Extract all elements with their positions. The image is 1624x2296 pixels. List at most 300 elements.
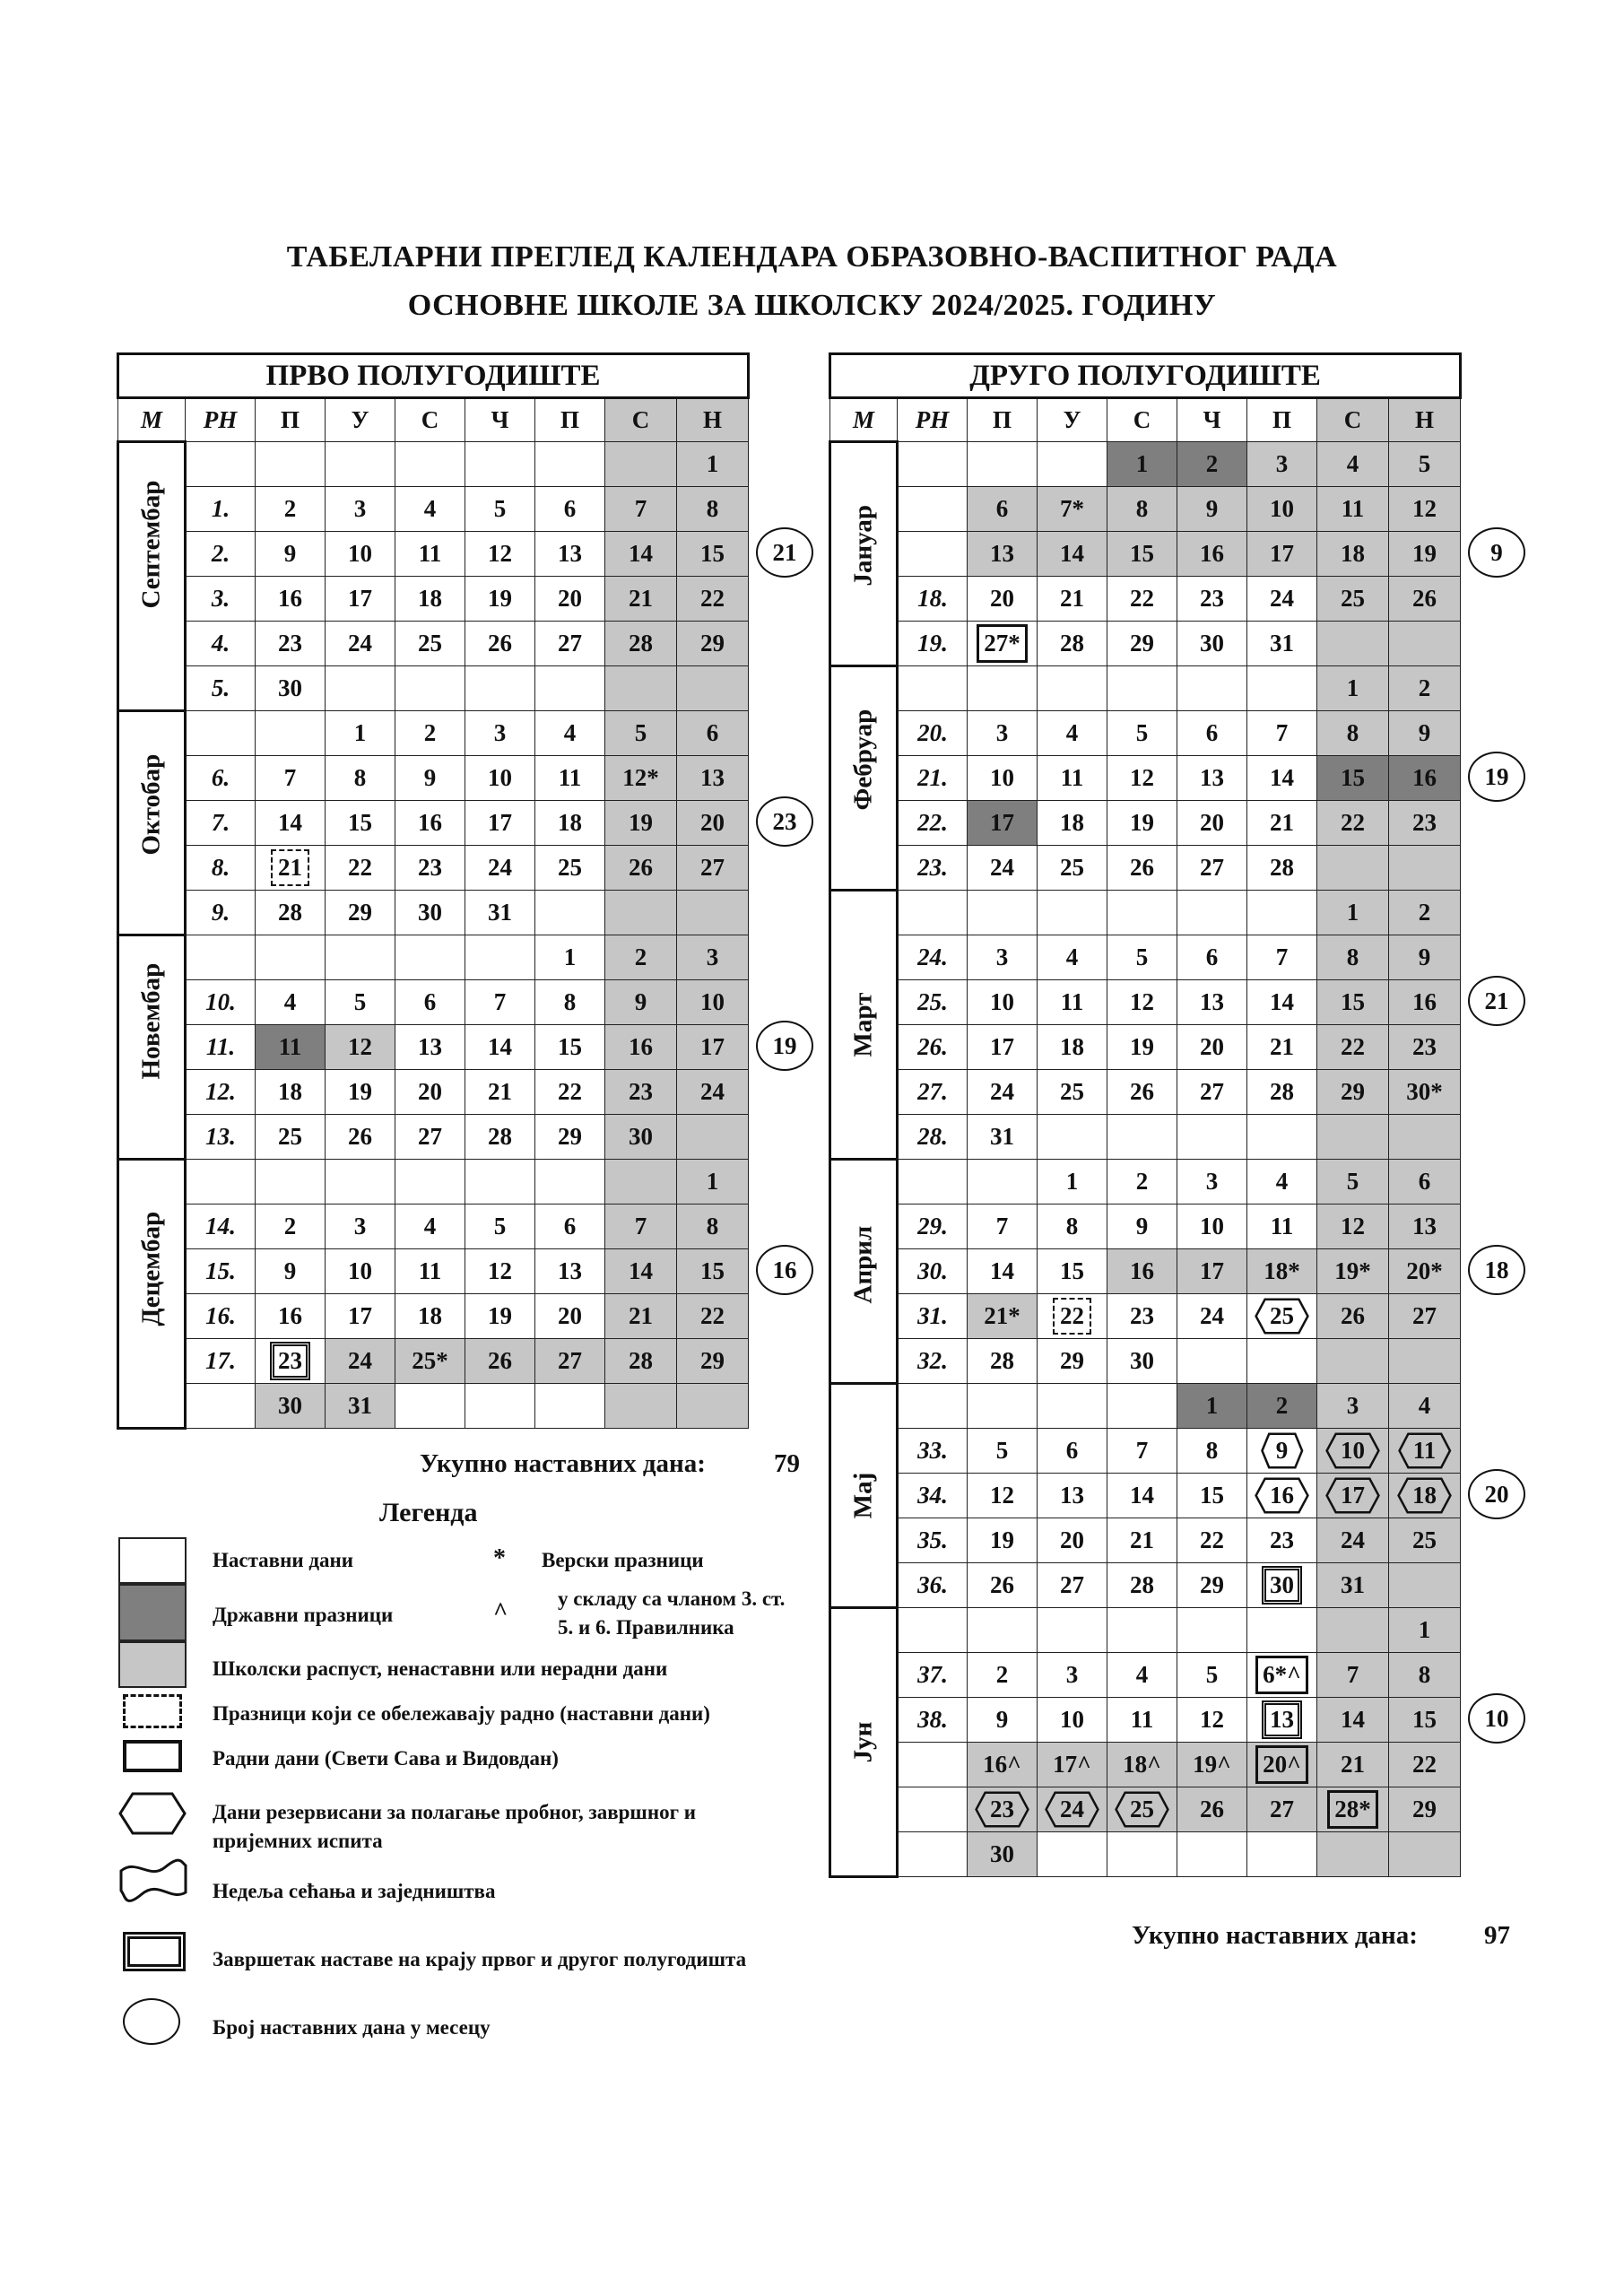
day-cell (1317, 1160, 1389, 1205)
day-cell (1247, 1429, 1317, 1474)
page-title-line-2: ОСНОВНЕ ШКОЛЕ ЗА ШКОЛСКУ 2024/2025. ГОДИНУ (407, 289, 1217, 322)
day-number: 15 (1341, 764, 1365, 791)
day-cell (1389, 1698, 1461, 1743)
day-cell (1317, 622, 1389, 666)
day-cell (605, 1294, 677, 1339)
day-cell (1389, 532, 1461, 577)
day-cell (968, 666, 1038, 711)
day-number: 20 (1200, 1033, 1224, 1060)
column-header: РН (186, 398, 256, 442)
day-cell (1247, 1653, 1317, 1698)
day-cell (1107, 1787, 1177, 1832)
column-header: У (326, 398, 395, 442)
day-number: 13 (558, 540, 582, 567)
day-cell (1177, 1474, 1247, 1518)
day-cell (968, 1115, 1038, 1160)
day-number: 10 (1326, 1433, 1379, 1468)
day-number: 21 (1130, 1526, 1154, 1553)
day-number: 5 (1135, 944, 1149, 970)
week-number (898, 1787, 968, 1832)
day-number: 12 (990, 1482, 1014, 1509)
day-number: 3 (1346, 1392, 1359, 1419)
day-cell (1038, 980, 1107, 1025)
day-number: 18 (1060, 1033, 1084, 1060)
day-number: 25 (1060, 1078, 1084, 1105)
second-semester-total-label: Укупно наставних дана: (1132, 1921, 1418, 1950)
day-cell (1389, 1294, 1461, 1339)
day-cell (968, 1249, 1038, 1294)
week-row (118, 1384, 749, 1429)
day-number: 21 (488, 1078, 512, 1105)
day-cell (1038, 891, 1107, 935)
day-number: 19 (1130, 1033, 1154, 1060)
day-cell (1389, 1518, 1461, 1563)
day-number: 23 (270, 1342, 310, 1380)
day-cell (1107, 711, 1177, 756)
day-number: 8 (706, 1213, 719, 1239)
day-cell (256, 1294, 326, 1339)
week-row (830, 801, 1461, 846)
day-cell (968, 1698, 1038, 1743)
week-row (118, 980, 749, 1025)
day-cell (535, 891, 605, 935)
legend-hexagon-icon (118, 1790, 187, 1837)
day-number: 17 (1326, 1478, 1379, 1513)
day-number: 13 (990, 540, 1014, 567)
day-number: 23 (1130, 1302, 1154, 1329)
day-cell (968, 1384, 1038, 1429)
week-number (898, 1743, 968, 1787)
day-number: 24 (1270, 585, 1294, 612)
day-cell (395, 1339, 465, 1384)
day-cell (1177, 1832, 1247, 1877)
day-cell (1389, 1429, 1461, 1474)
week-number (186, 442, 256, 487)
week-row (830, 1743, 1461, 1787)
day-number: 12 (1341, 1213, 1365, 1239)
first-semester-table (117, 352, 750, 1430)
day-cell (1177, 1070, 1247, 1115)
day-number: 21 (1341, 1751, 1365, 1778)
day-cell (535, 1160, 605, 1205)
day-number: 5 (1346, 1168, 1359, 1195)
day-cell (1247, 846, 1317, 891)
day-cell (1107, 1563, 1177, 1608)
day-cell (1389, 756, 1461, 801)
day-cell (1317, 801, 1389, 846)
day-number: 19 (488, 1302, 512, 1329)
day-number: 20* (1406, 1257, 1443, 1284)
day-cell (256, 846, 326, 891)
day-number: 4 (423, 1213, 437, 1239)
legend-title: Легенда (379, 1498, 478, 1527)
day-number: 30 (1262, 1566, 1302, 1605)
month-cell (830, 1160, 898, 1384)
day-cell (1247, 1698, 1317, 1743)
day-number: 3 (995, 944, 1009, 970)
day-cell (605, 891, 677, 935)
day-number: 15 (700, 1257, 725, 1284)
day-cell (677, 846, 749, 891)
day-number: 26 (1341, 1302, 1365, 1329)
day-cell (395, 1384, 465, 1429)
day-cell (465, 577, 535, 622)
day-number: 12 (488, 540, 512, 567)
day-number: 14 (1341, 1706, 1365, 1733)
day-cell (1389, 1115, 1461, 1160)
legend-break: Школски распуст, ненаставни или нерадни дани (213, 1657, 668, 1680)
week-row (830, 980, 1461, 1025)
day-cell (256, 711, 326, 756)
month-cell (830, 891, 898, 1160)
month-teaching-days-count: 20 (1468, 1469, 1525, 1519)
day-number: 16 (1130, 1257, 1154, 1284)
day-cell (1038, 1832, 1107, 1877)
first-semester-title: ПРВО ПОЛУГОДИШТЕ (118, 354, 749, 398)
legend-caret-line2: 5. и 6. Правилника (558, 1616, 734, 1639)
day-number: 2 (995, 1661, 1009, 1688)
legend-swatch-teaching (118, 1537, 187, 1584)
day-cell (1177, 1518, 1247, 1563)
day-cell (326, 1115, 395, 1160)
day-number: 24 (1046, 1792, 1099, 1827)
day-cell (326, 1249, 395, 1294)
month-name: Новембар (136, 962, 166, 1080)
column-header: П (968, 398, 1038, 442)
day-number: 23 (1412, 809, 1437, 836)
day-cell (1247, 1474, 1317, 1518)
day-number: 26 (348, 1123, 372, 1150)
week-number: 35. (898, 1518, 968, 1563)
day-number: 22 (1341, 809, 1365, 836)
day-cell (1317, 935, 1389, 980)
month-name: Децембар (136, 1211, 166, 1326)
day-number: 8 (1065, 1213, 1079, 1239)
month-name: Фебруар (848, 709, 878, 811)
week-number: 27. (898, 1070, 968, 1115)
day-cell (465, 1070, 535, 1115)
month-cell (118, 711, 186, 935)
day-number: 25 (1116, 1792, 1168, 1827)
day-cell (605, 487, 677, 532)
day-number: 19 (1130, 809, 1154, 836)
column-header: С (605, 398, 677, 442)
day-cell (1038, 1608, 1107, 1653)
day-cell (256, 442, 326, 487)
day-number: 30 (278, 674, 302, 701)
day-number: 31 (990, 1123, 1014, 1150)
day-number: 30 (1200, 630, 1224, 657)
day-number: 29 (700, 630, 725, 657)
day-cell (1038, 622, 1107, 666)
day-cell (1107, 442, 1177, 487)
day-number: 4 (283, 988, 297, 1015)
day-number: 19^ (1193, 1751, 1231, 1778)
day-number: 17 (348, 585, 372, 612)
day-cell (1038, 1070, 1107, 1115)
day-cell (1038, 1474, 1107, 1518)
month-name: Април (848, 1225, 878, 1304)
day-number: 27* (977, 624, 1028, 663)
day-cell (1107, 1474, 1177, 1518)
month-name: Мај (848, 1472, 878, 1519)
day-cell (535, 1070, 605, 1115)
day-cell (1317, 532, 1389, 577)
day-cell (1038, 1339, 1107, 1384)
column-header: Н (1389, 398, 1461, 442)
day-number: 23 (278, 630, 302, 657)
week-number: 23. (898, 846, 968, 891)
day-cell (1107, 1518, 1177, 1563)
day-number: 16 (278, 585, 302, 612)
day-cell (1177, 1025, 1247, 1070)
day-number: 15 (700, 540, 725, 567)
day-number: 2 (1275, 1392, 1289, 1419)
day-number: 16 (418, 809, 442, 836)
day-number: 4 (1135, 1661, 1149, 1688)
day-cell (1247, 1160, 1317, 1205)
day-cell (395, 487, 465, 532)
day-number: 18 (418, 585, 442, 612)
month-teaching-days-count: 21 (1468, 976, 1525, 1026)
day-number: 2 (423, 719, 437, 746)
week-number (186, 1160, 256, 1205)
day-cell (1177, 622, 1247, 666)
day-number: 21* (984, 1302, 1020, 1329)
day-cell (465, 711, 535, 756)
first-semester-total-label: Укупно наставних дана: (420, 1449, 706, 1478)
day-cell (677, 622, 749, 666)
day-number: 6 (563, 1213, 577, 1239)
day-cell (1107, 846, 1177, 891)
day-number: 29 (700, 1347, 725, 1374)
day-cell (256, 1384, 326, 1429)
day-cell (1317, 846, 1389, 891)
day-cell (326, 980, 395, 1025)
day-cell (605, 846, 677, 891)
day-cell (1247, 577, 1317, 622)
legend-swatch-working-holiday (123, 1694, 182, 1728)
day-cell (256, 891, 326, 935)
week-row (118, 442, 749, 487)
legend-swatch-break (118, 1641, 187, 1688)
day-number: 28 (1130, 1571, 1154, 1598)
day-number: 9 (1135, 1213, 1149, 1239)
day-cell (1038, 935, 1107, 980)
day-cell (465, 1025, 535, 1070)
day-number: 1 (1346, 899, 1359, 926)
week-number: 31. (898, 1294, 968, 1339)
day-number: 25 (418, 630, 442, 657)
day-cell (395, 1160, 465, 1205)
legend-remembrance-week: Недеља сећања и заједништва (213, 1880, 496, 1902)
day-cell (535, 1294, 605, 1339)
month-cell (118, 442, 186, 711)
day-cell (1038, 1115, 1107, 1160)
day-number: 8 (1205, 1437, 1219, 1464)
week-number: 29. (898, 1205, 968, 1249)
day-cell (1038, 711, 1107, 756)
day-cell (968, 532, 1038, 577)
week-number: 15. (186, 1249, 256, 1294)
day-number: 20 (558, 585, 582, 612)
week-number: 11. (186, 1025, 256, 1070)
day-cell (1389, 1787, 1461, 1832)
legend-caret-symbol: ^ (493, 1598, 508, 1626)
day-cell (1389, 577, 1461, 622)
day-cell (395, 532, 465, 577)
day-cell (395, 666, 465, 711)
day-cell (605, 1070, 677, 1115)
day-cell (1389, 487, 1461, 532)
week-number: 8. (186, 846, 256, 891)
day-cell (465, 980, 535, 1025)
day-number: 12 (348, 1033, 372, 1060)
day-number: 28 (629, 630, 653, 657)
day-number: 26 (629, 854, 653, 881)
day-cell (1389, 1025, 1461, 1070)
legend-working-holidays: Празници који се обележавају радно (наставни дани) (213, 1702, 710, 1725)
day-cell (1317, 1563, 1389, 1608)
day-number: 8 (353, 764, 367, 791)
day-cell (395, 1115, 465, 1160)
day-cell (535, 1339, 605, 1384)
day-number: 16 (1255, 1478, 1308, 1513)
day-number: 12 (1130, 764, 1154, 791)
day-cell (1107, 487, 1177, 532)
day-cell (1247, 891, 1317, 935)
day-number: 22 (700, 1302, 725, 1329)
day-number: 10 (1060, 1706, 1084, 1733)
day-number: 2 (283, 1213, 297, 1239)
day-cell (1177, 1429, 1247, 1474)
day-cell (1107, 1205, 1177, 1249)
day-number: 19 (488, 585, 512, 612)
day-number: 11 (278, 1033, 302, 1060)
day-number: 6 (563, 495, 577, 522)
day-cell (1177, 1563, 1247, 1608)
legend-religious-holidays: Верски празници (542, 1549, 704, 1571)
day-number: 19 (1412, 540, 1437, 567)
day-number: 12 (1130, 988, 1154, 1015)
day-number: 21 (271, 849, 309, 886)
week-row (118, 756, 749, 801)
day-cell (1038, 487, 1107, 532)
month-teaching-days-count: 21 (756, 527, 813, 578)
week-number (898, 1832, 968, 1877)
day-cell (535, 666, 605, 711)
week-row (118, 622, 749, 666)
legend-state-holidays: Државни празници (213, 1604, 394, 1626)
day-number: 15 (558, 1033, 582, 1060)
day-number: 31 (348, 1392, 372, 1419)
day-cell (326, 801, 395, 846)
day-number: 13 (1412, 1213, 1437, 1239)
day-cell (465, 1384, 535, 1429)
day-cell (535, 1384, 605, 1429)
month-teaching-days-count: 19 (756, 1021, 813, 1071)
day-cell (968, 891, 1038, 935)
day-cell (1389, 1070, 1461, 1115)
day-cell (465, 1160, 535, 1205)
day-cell (677, 442, 749, 487)
day-cell (326, 1205, 395, 1249)
day-cell (677, 577, 749, 622)
day-number: 27 (418, 1123, 442, 1150)
day-cell (395, 935, 465, 980)
day-number: 21 (1060, 585, 1084, 612)
day-number: 5 (353, 988, 367, 1015)
day-cell (1038, 1653, 1107, 1698)
day-cell (677, 1025, 749, 1070)
day-number: 30 (629, 1123, 653, 1150)
day-number: 7 (493, 988, 507, 1015)
day-cell (1389, 1653, 1461, 1698)
day-cell (1389, 1608, 1461, 1653)
day-number: 23 (1270, 1526, 1294, 1553)
day-cell (1317, 1339, 1389, 1384)
day-number: 31 (1341, 1571, 1365, 1598)
month-cell (118, 935, 186, 1160)
day-cell (605, 756, 677, 801)
day-cell (465, 1294, 535, 1339)
day-cell (1107, 1070, 1177, 1115)
day-number: 10 (488, 764, 512, 791)
day-cell (968, 1339, 1038, 1384)
day-cell (968, 1743, 1038, 1787)
day-number: 22 (1412, 1751, 1437, 1778)
day-cell (1177, 1698, 1247, 1743)
day-cell (535, 980, 605, 1025)
day-number: 19 (990, 1526, 1014, 1553)
week-number (898, 1608, 968, 1653)
day-cell (1038, 756, 1107, 801)
day-number: 14 (1270, 988, 1294, 1015)
day-cell (968, 1608, 1038, 1653)
day-cell (605, 577, 677, 622)
day-cell (1107, 1025, 1177, 1070)
month-teaching-days-count: 16 (756, 1245, 813, 1295)
day-number: 23 (418, 854, 442, 881)
day-cell (465, 442, 535, 487)
day-cell (1247, 711, 1317, 756)
day-number: 2 (1135, 1168, 1149, 1195)
day-cell (1038, 532, 1107, 577)
day-cell (1177, 1339, 1247, 1384)
day-cell (1317, 1608, 1389, 1653)
week-number: 34. (898, 1474, 968, 1518)
day-cell (968, 756, 1038, 801)
day-cell (1389, 1743, 1461, 1787)
day-cell (465, 1115, 535, 1160)
day-number: 9 (1418, 719, 1431, 746)
day-number: 17 (990, 1033, 1014, 1060)
day-cell (1317, 1025, 1389, 1070)
day-cell (465, 1339, 535, 1384)
day-cell (1247, 1743, 1317, 1787)
week-number: 28. (898, 1115, 968, 1160)
day-cell (326, 622, 395, 666)
day-number: 25* (412, 1347, 448, 1374)
week-row (830, 711, 1461, 756)
day-number: 4 (423, 495, 437, 522)
month-teaching-days-count: 18 (1468, 1245, 1525, 1295)
day-number: 1 (1135, 450, 1149, 477)
day-cell (1317, 1115, 1389, 1160)
day-number: 4 (1065, 719, 1079, 746)
day-cell (395, 1205, 465, 1249)
month-name: Јун (848, 1721, 878, 1763)
